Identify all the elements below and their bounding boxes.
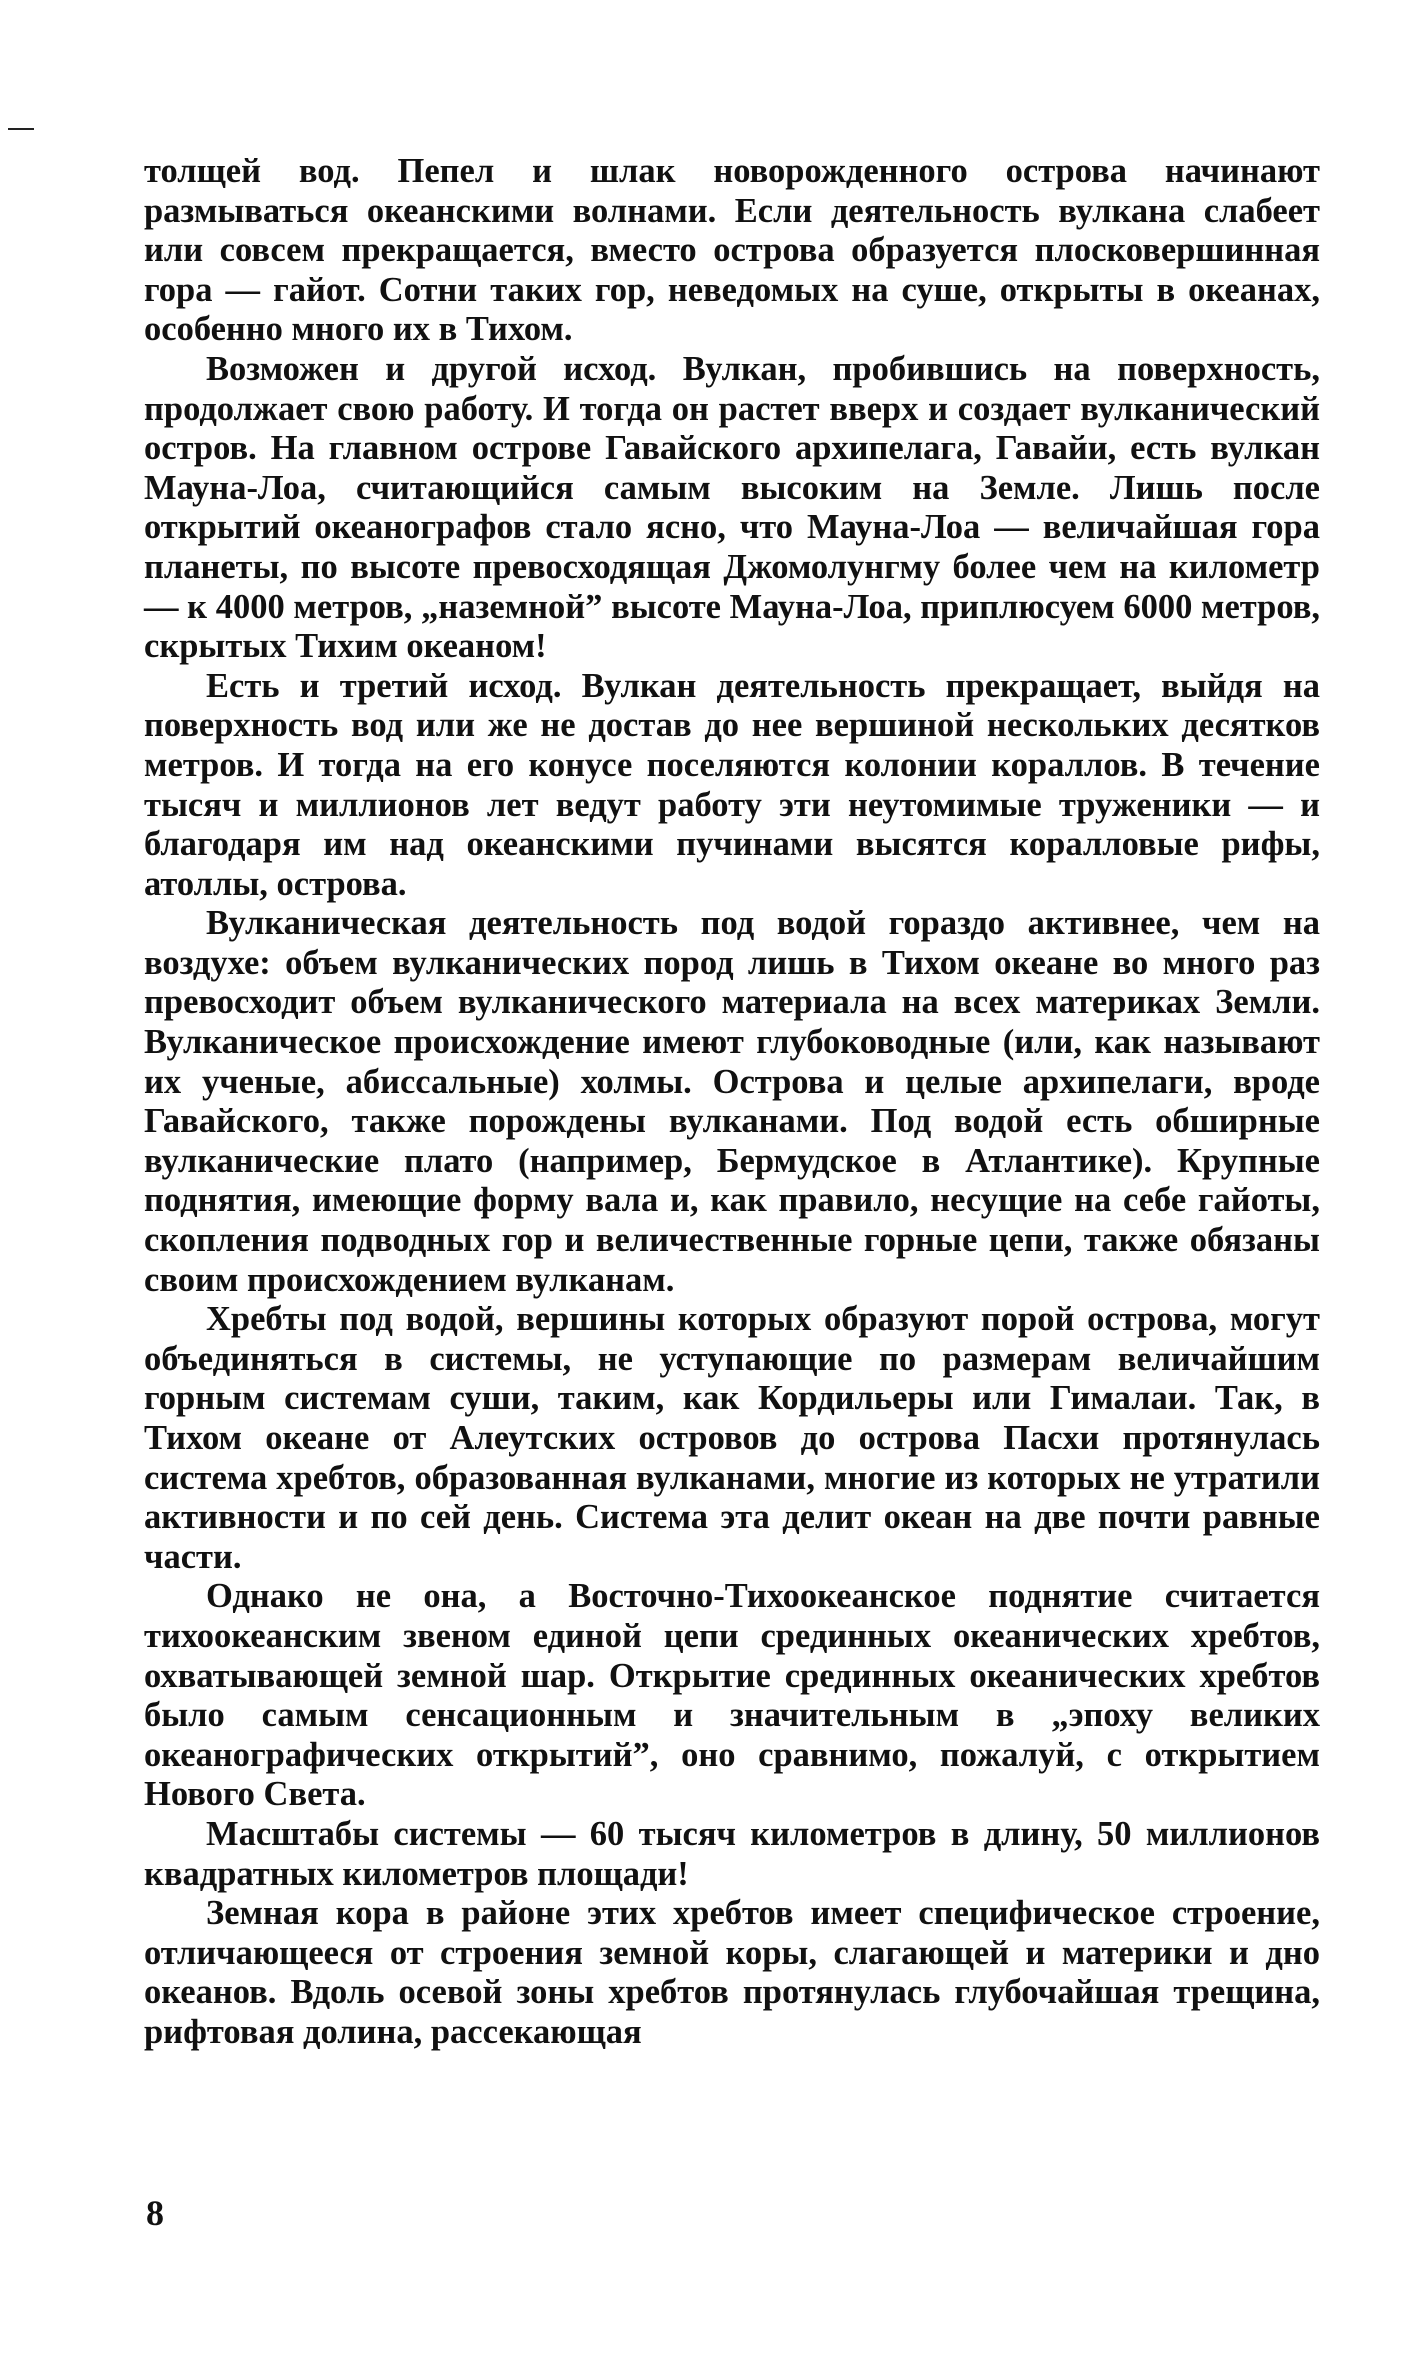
paragraph-6: Однако не она, а Восточно-Тихоокеанское поднятие считается тихоокеанским звеном единой цепи срединных океанических хребтов, охватывающей земной шар. Открытие срединных океанических хребтов было самым сенсационным и значительным в „эпоху великих океанографических открытий”, оно сравнимо, пожалуй, с открытием Нового Света. xyxy=(144,1577,1320,1814)
paragraph-8: Земная кора в районе этих хребтов имеет специфическое строение, отличающееся от строения земной коры, слагающей и материки и дно океанов. Вдоль осевой зоны хребтов протянулась глубочайшая трещина, рифтовая долина, рассекающая xyxy=(144,1894,1320,2051)
body-text xyxy=(144,152,1320,2053)
page-number: 8 xyxy=(146,2193,164,2233)
paragraph-7: Масштабы системы — 60 тысяч километров в длину, 50 миллионов квадратных километров площади! xyxy=(144,1814,1320,1893)
paragraph-4: Вулканическая деятельность под водой гораздо активнее, чем на воздухе: объем вулканических пород лишь в Тихом океане во много раз превосходит объем вулканического материала на всех материках Земли. Вулканическое происхождение имеют глубоководные (или, как называют их ученые, абиссальные) холмы. Острова и целые архипелаги, вроде Гавайского, также порождены вулканами. Под водой есть обширные вулканические плато (например, Бермудское в Атлантике). Крупные поднятия, имеющие форму вала и, как правило, несущие на себе гайоты, скопления подводных гор и величественные горные цепи, также обязаны своим происхождением вулканам. xyxy=(144,904,1320,1299)
paragraph-2: Возможен и другой исход. Вулкан, пробившись на поверхность, продолжает свою работу. И тогда он растет вверх и создает вулканический остров. На главном острове Гавайского архипелага, Гавайи, есть вулкан Мауна-Лоа, считающийся самым высоким на Земле. Лишь после открытий океанографов стало ясно, что Мауна-Лоа — величайшая гора планеты, по высоте превосходящая Джомолунгму более чем на километр — к 4000 метров, „наземной” высоте Мауна-Лоа, приплюсуем 6000 метров, скрытых Тихим океаном! xyxy=(144,349,1320,666)
margin-mark xyxy=(8,128,34,130)
paragraph-1: толщей вод. Пепел и шлак новорожденного острова начинают размываться океанскими волнами. Если деятельность вулкана слабеет или совсем прекращается, вместо острова образуется плосковершинная гора — гайот. Сотни таких гор, неведомых на суше, открыты в океанах, особенно много их в Тихом. xyxy=(144,152,1320,349)
paragraph-5: Хребты под водой, вершины которых образуют порой острова, могут объединяться в системы, не уступающие по размерам величайшим горным системам суши, таким, как Кордильеры или Гималаи. Так, в Тихом океане от Алеутских островов до острова Пасхи протянулась система хребтов, образованная вулканами, многие из которых не утратили активности и по сей день. Система эта делит океан на две почти равные части. xyxy=(144,1300,1320,1576)
paragraph-3: Есть и третий исход. Вулкан деятельность прекращает, выйдя на поверхность вод или же не достав до нее вершиной нескольких десятков метров. И тогда на его конусе поселяются колонии кораллов. В течение тысяч и миллионов лет ведут работу эти неутомимые труженики — и благодаря им над океанскими пучинами высятся коралловые рифы, атоллы, острова. xyxy=(144,666,1320,903)
